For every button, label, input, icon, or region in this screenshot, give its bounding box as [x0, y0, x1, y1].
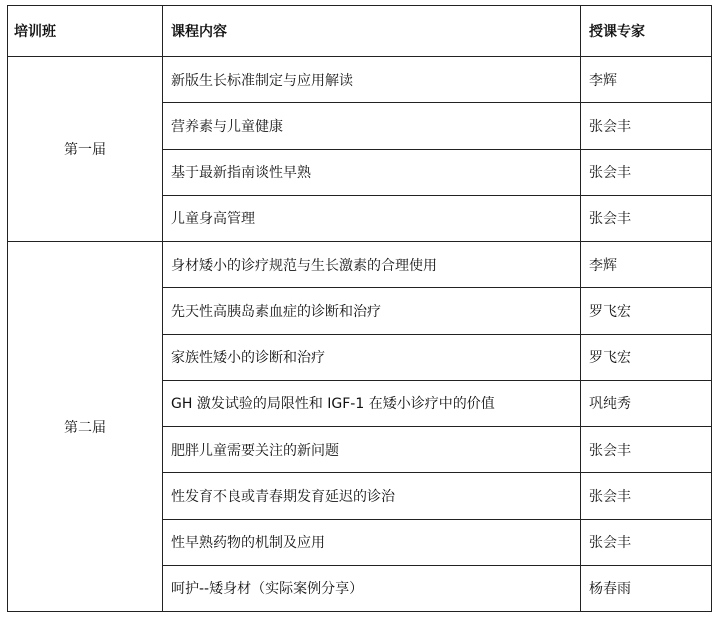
header-training-class: 培训班: [8, 6, 163, 57]
session-second: 第二届: [8, 242, 163, 612]
header-lecturer: 授课专家: [581, 6, 712, 57]
course-cell: 家族性矮小的诊断和治疗: [163, 334, 581, 380]
expert-cell: 张会丰: [581, 519, 712, 565]
expert-cell: 张会丰: [581, 103, 712, 149]
header-course-content: 课程内容: [163, 6, 581, 57]
expert-cell: 李辉: [581, 242, 712, 288]
expert-cell: 张会丰: [581, 427, 712, 473]
course-cell: 基于最新指南谈性早熟: [163, 149, 581, 195]
expert-cell: 李辉: [581, 57, 712, 103]
table-header-row: [8, 6, 712, 57]
course-cell: 儿童身高管理: [163, 195, 581, 241]
course-cell: 先天性高胰岛素血症的诊断和治疗: [163, 288, 581, 334]
session-first: 第一届: [8, 57, 163, 242]
expert-cell: 罗飞宏: [581, 288, 712, 334]
expert-cell: 杨春雨: [581, 565, 712, 611]
expert-cell: 张会丰: [581, 149, 712, 195]
course-cell: 身材矮小的诊疗规范与生长激素的合理使用: [163, 242, 581, 288]
course-cell: 新版生长标准制定与应用解读: [163, 57, 581, 103]
table-row: [8, 242, 712, 288]
training-course-table: [7, 5, 712, 612]
course-cell: 性发育不良或青春期发育延迟的诊治: [163, 473, 581, 519]
course-cell: GH 激发试验的局限性和 IGF-1 在矮小诊疗中的价值: [163, 380, 581, 426]
course-cell: 营养素与儿童健康: [163, 103, 581, 149]
table-row: [8, 57, 712, 103]
course-cell: 性早熟药物的机制及应用: [163, 519, 581, 565]
expert-cell: 巩纯秀: [581, 380, 712, 426]
course-cell: 呵护--矮身材（实际案例分享）: [163, 565, 581, 611]
expert-cell: 罗飞宏: [581, 334, 712, 380]
expert-cell: 张会丰: [581, 473, 712, 519]
expert-cell: 张会丰: [581, 195, 712, 241]
course-cell: 肥胖儿童需要关注的新问题: [163, 427, 581, 473]
